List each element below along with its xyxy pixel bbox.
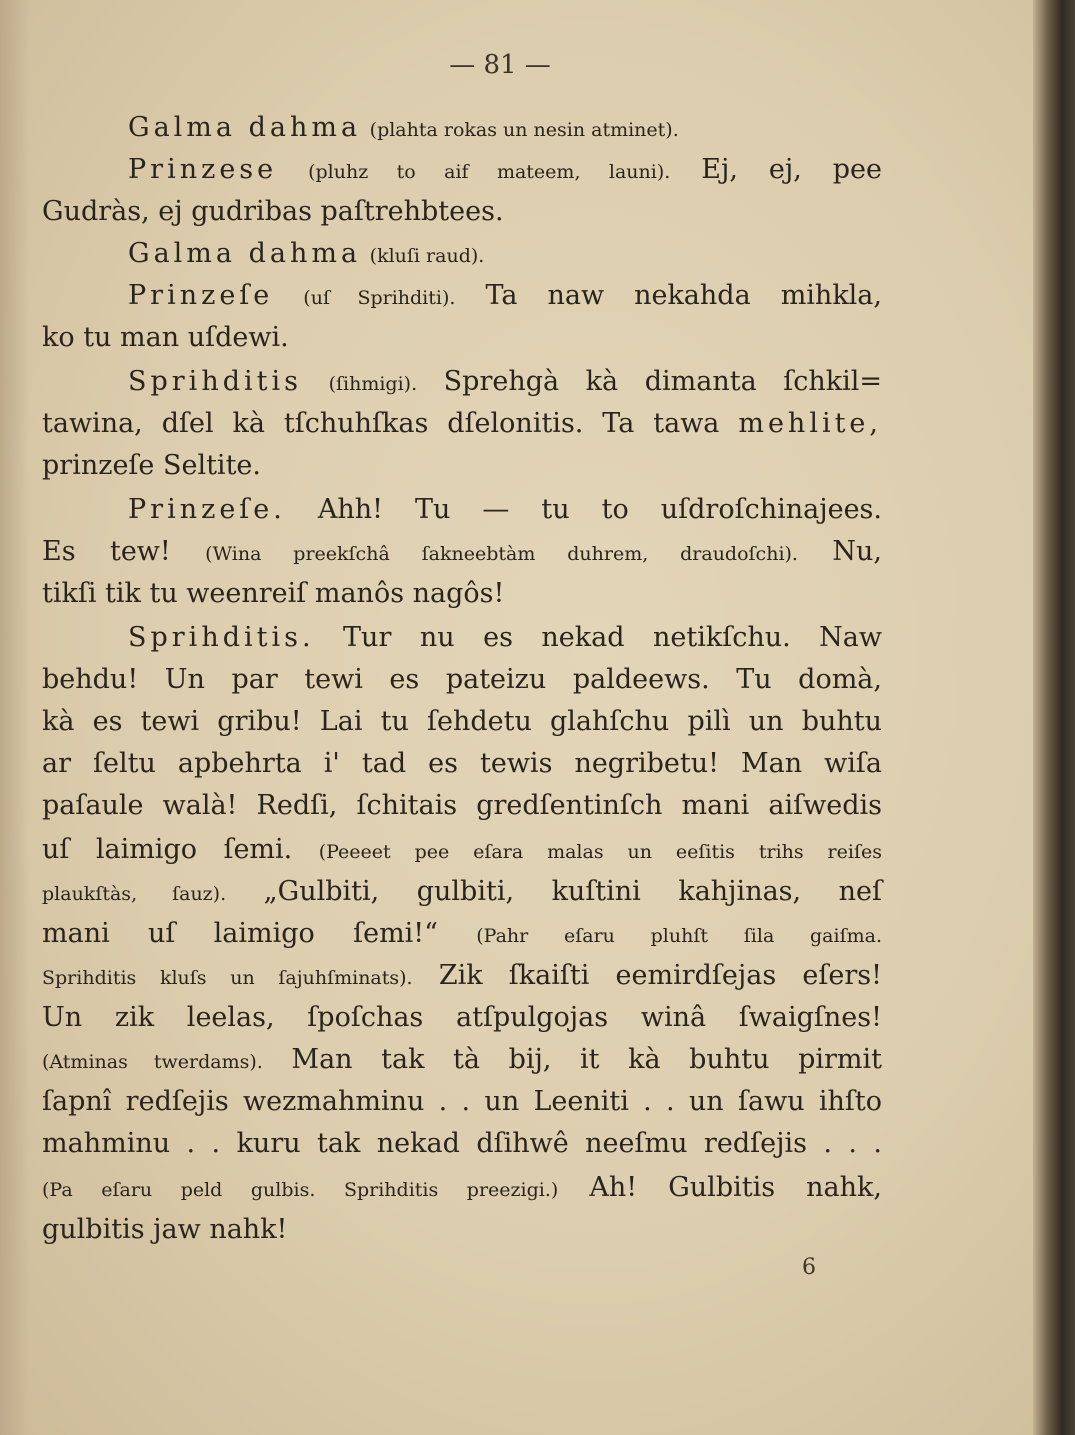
line-text (361, 238, 370, 269)
text-line (128, 490, 882, 530)
stage-direction: (Peeeet pee eſara malas un eeſitis trihs reiſes (318, 841, 882, 863)
page-left-edge (0, 0, 30, 1435)
speaker-name: Prinzese (128, 154, 278, 185)
book-binding (1033, 0, 1075, 1435)
text-line (42, 574, 882, 614)
line-text: Tur nu es nekad netikſchu. Naw (314, 622, 882, 653)
line-text: Nu, (797, 536, 882, 567)
speaker-name: Sprihditis. (128, 622, 315, 653)
line-text: Zik ſkaiſti eemirdſejas eſers! (412, 960, 882, 991)
line-text: mani uſ laimigo ſemi!“ (42, 918, 477, 949)
line-text: paſaule walà! Redſi, ſchitais gredſentinſch mani aiſwedis (42, 790, 882, 821)
speaker-name: Sprihditis (128, 366, 302, 397)
line-text (361, 112, 370, 143)
line-text: ko tu man uſdewi. (42, 322, 289, 353)
line-text: uſ laimigo ſemi. (42, 834, 319, 865)
text-line (128, 234, 882, 276)
stage-direction: (kluſi raud). (369, 245, 485, 267)
text-line (128, 276, 882, 318)
speaker-name: Prinzeſe. (128, 494, 286, 525)
line-text: Man tak tà bij, it kà buhtu pirmit (262, 1044, 882, 1075)
line-text: Un zik leelas, ſpoſchas atſpulgojas winâ ſwaigſnes! (42, 1002, 882, 1033)
line-text (273, 280, 303, 311)
speaker-name: Galma dahma (128, 112, 362, 143)
stage-direction: (plahta rokas un nesin atminet). (369, 119, 679, 141)
text-line (42, 404, 882, 444)
text-line (42, 998, 882, 1038)
text-line (42, 872, 882, 914)
text-line (42, 1082, 882, 1122)
text-line (42, 1124, 882, 1164)
line-text: Gudràs, ej gudribas paſtrehbtees. (42, 196, 504, 227)
text-line (42, 956, 882, 998)
signature-mark: 6 (802, 1255, 816, 1280)
line-text: ſapnî redſejis wezmahminu . . un Leeniti . . un ſawu ihſto (42, 1086, 882, 1117)
speaker-name: mehlite, (738, 408, 882, 439)
stage-direction: (Pahr eſaru pluhſt ſila gaiſma. (476, 925, 882, 947)
text-line (42, 1168, 882, 1210)
line-text (302, 366, 329, 397)
stage-direction: (pluhz to aif mateem, launi). (308, 161, 671, 183)
line-text: prinzeſe Seltite. (42, 450, 261, 481)
text-line (42, 532, 882, 574)
text-line (42, 914, 882, 956)
stage-direction: (Wina preekſchâ ſakneebtàm duhrem, draudoſchi). (205, 543, 798, 565)
text-line (128, 150, 882, 192)
text-line (42, 702, 882, 742)
line-text: Sprehgà kà dimanta ſchkil= (417, 366, 882, 397)
text-line (42, 786, 882, 826)
page-number: — 81 — (449, 50, 551, 80)
line-text: Ta naw nekahda mihkla, (455, 280, 882, 311)
line-text: kà es tewi gribu! Lai tu ſehdetu glahſchu pilì un buhtu (42, 706, 882, 737)
line-text: tawina, dſel kà tſchuhſkas dſelonitis. Ta tawa (42, 408, 739, 439)
text-line (42, 446, 882, 486)
text-line (128, 618, 882, 658)
stage-direction: (Pa eſaru peld gulbis. Sprihditis preezigi.) (42, 1179, 559, 1201)
line-text: ar ſeltu apbehrta i' tad es tewis negribetu! Man wiſa (42, 748, 882, 779)
text-line (42, 1210, 882, 1250)
text-line (42, 192, 882, 232)
line-text: tikſi tik tu weenreiſ manôs nagôs! (42, 578, 505, 609)
text-line (128, 362, 882, 404)
text-line (42, 830, 882, 872)
line-text: Ah! Gulbitis nahk, (558, 1172, 882, 1203)
line-text: Ej, ej, pee (670, 154, 882, 185)
text-line (128, 108, 882, 150)
stage-direction: (Atminas twerdams). (42, 1051, 263, 1073)
text-line (42, 318, 882, 358)
stage-direction: Sprihditis kluſs un ſajuhſminats). (42, 967, 413, 989)
line-text: Ahh! Tu — tu to uſdroſchinajees. (285, 494, 882, 525)
stage-direction: (ſihmigi). (328, 373, 418, 395)
text-line (42, 744, 882, 784)
text-line (42, 1040, 882, 1082)
line-text: behdu! Un par tewi es pateizu paldeews. Tu domà, (42, 664, 882, 695)
stage-direction: (uſ Sprihditi). (303, 287, 456, 309)
line-text: Es tew! (42, 536, 206, 567)
speaker-name: Prinzeſe (128, 280, 274, 311)
stage-direction: plaukſtàs, ſauz). (42, 883, 227, 905)
text-line (42, 660, 882, 700)
line-text: gulbitis jaw nahk! (42, 1214, 288, 1245)
speaker-name: Galma dahma (128, 238, 362, 269)
line-text: „Gulbiti, gulbiti, kuſtini kahjinas, neſ (226, 876, 882, 907)
line-text (277, 154, 308, 185)
line-text: mahminu . . kuru tak nekad dſihwê neeſmu redſejis . . . (42, 1128, 882, 1159)
